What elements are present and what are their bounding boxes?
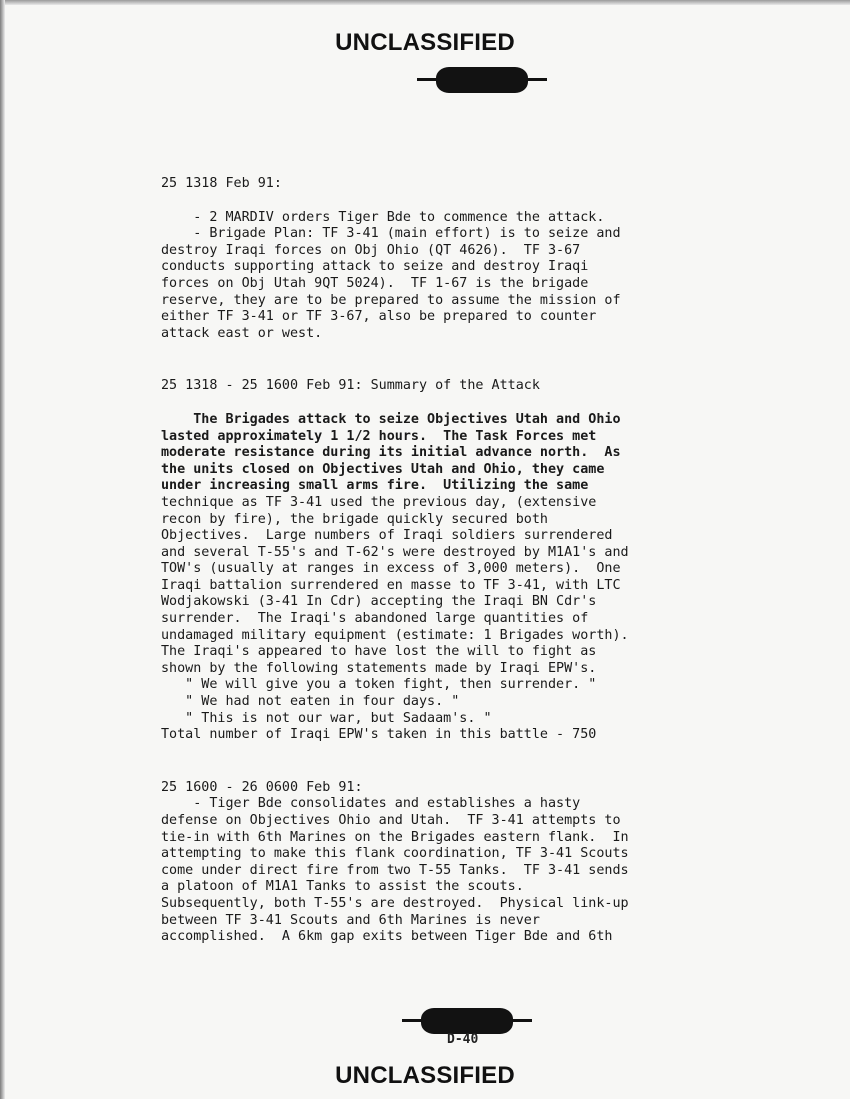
epw-total-line: Total number of Iraqi EPW's taken in this battle - 750	[161, 727, 597, 743]
text-line: - 2 MARDIV orders Tiger Bde to commence the attack.	[161, 209, 605, 225]
quote-line: " We will give you a token fight, then surrender. "	[161, 677, 597, 693]
text-line: attempting to make this flank coordination, TF 3-41 Scouts	[161, 846, 629, 862]
text-line: Subsequently, both T-55's are destroyed. Physical link-up	[161, 895, 629, 911]
text-line: undamaged military equipment (estimate: 1 Brigades worth).	[161, 627, 629, 643]
text-line: The Iraqi's appeared to have lost the will to fight as	[161, 644, 597, 660]
page-edge-left	[0, 0, 5, 1099]
text-line: lasted approximately 1 1/2 hours. The Task Forces met	[161, 428, 597, 444]
text-line: shown by the following statements made by Iraqi EPW's.	[161, 660, 597, 676]
section-heading: 25 1318 Feb 91:	[161, 176, 282, 191]
text-line: the units closed on Objectives Utah and Ohio, they came	[161, 461, 605, 477]
section-1600-0600	[161, 780, 781, 946]
text-line: Iraqi battalion surrendered en masse to TF 3-41, with LTC	[161, 577, 621, 593]
text-line: surrender. The Iraqi's abandoned large quantities of	[161, 611, 589, 627]
text-line: come under direct fire from two T-55 Tanks. TF 3-41 sends	[161, 862, 629, 878]
section-heading: 25 1600 - 26 0600 Feb 91:	[161, 779, 363, 795]
text-line: defense on Objectives Ohio and Utah. TF 3-41 attempts to	[161, 813, 621, 828]
text-line: recon by fire), the brigade quickly secured both	[161, 511, 548, 527]
section-heading: 25 1318 - 25 1600 Feb 91: Summary of the Attack	[161, 378, 540, 394]
text-line: Objectives. Large numbers of Iraqi soldiers surrendered	[161, 528, 613, 544]
redaction-blob	[421, 1008, 513, 1034]
classification-top: UNCLASSIFIED	[335, 29, 515, 56]
text-line: attack east or west.	[161, 325, 323, 341]
text-line: conducts supporting attack to seize and destroy Iraqi	[161, 259, 589, 275]
blank-line	[161, 193, 781, 210]
quote-line: " We had not eaten in four days. "	[161, 694, 460, 710]
text-line: tie-in with 6th Marines on the Brigades eastern flank. In	[161, 829, 629, 845]
page-number: D-40	[447, 1032, 479, 1047]
blank-line	[161, 395, 781, 412]
section-summary-of-attack	[161, 378, 781, 743]
text-line: either TF 3-41 or TF 3-67, also be prepared to counter	[161, 309, 597, 325]
text-line: a platoon of M1A1 Tanks to assist the scouts.	[161, 879, 524, 895]
text-line: - Brigade Plan: TF 3-41 (main effort) is to seize and	[161, 226, 621, 242]
classification-bottom: UNCLASSIFIED	[335, 1062, 515, 1089]
text-line: under increasing small arms fire. Utilizing the same	[161, 478, 589, 494]
page-edge-top	[0, 0, 850, 5]
text-line: TOW's (usually at ranges in excess of 3,000 meters). One	[161, 561, 621, 577]
redaction-mark-top	[417, 67, 547, 93]
quote-line: " This is not our war, but Sadaam's. "	[161, 710, 492, 726]
section-1318	[161, 176, 781, 342]
text-line: reserve, they are to be prepared to assume the mission of	[161, 292, 621, 308]
redaction-mark-bottom	[402, 1008, 532, 1034]
text-line: between TF 3-41 Scouts and 6th Marines is never	[161, 912, 540, 928]
text-line: and several T-55's and T-62's were destroyed by M1A1's and	[161, 544, 629, 560]
text-line: - Tiger Bde consolidates and establishes a hasty	[161, 796, 581, 812]
redaction-blob	[436, 67, 528, 93]
text-line: The Brigades attack to seize Objectives Utah and Ohio	[161, 411, 621, 427]
text-line: forces on Obj Utah 9QT 5024). TF 1-67 is the brigade	[161, 275, 589, 291]
text-line: moderate resistance during its initial advance north. As	[161, 445, 621, 461]
text-line: technique as TF 3-41 used the previous day, (extensive	[161, 494, 597, 510]
document-body	[161, 176, 781, 982]
text-line: destroy Iraqi forces on Obj Ohio (QT 4626). TF 3-67	[161, 242, 581, 258]
text-line: accomplished. A 6km gap exits between Tiger Bde and 6th	[161, 929, 613, 945]
text-line: Wodjakowski (3-41 In Cdr) accepting the Iraqi BN Cdr's	[161, 594, 597, 610]
